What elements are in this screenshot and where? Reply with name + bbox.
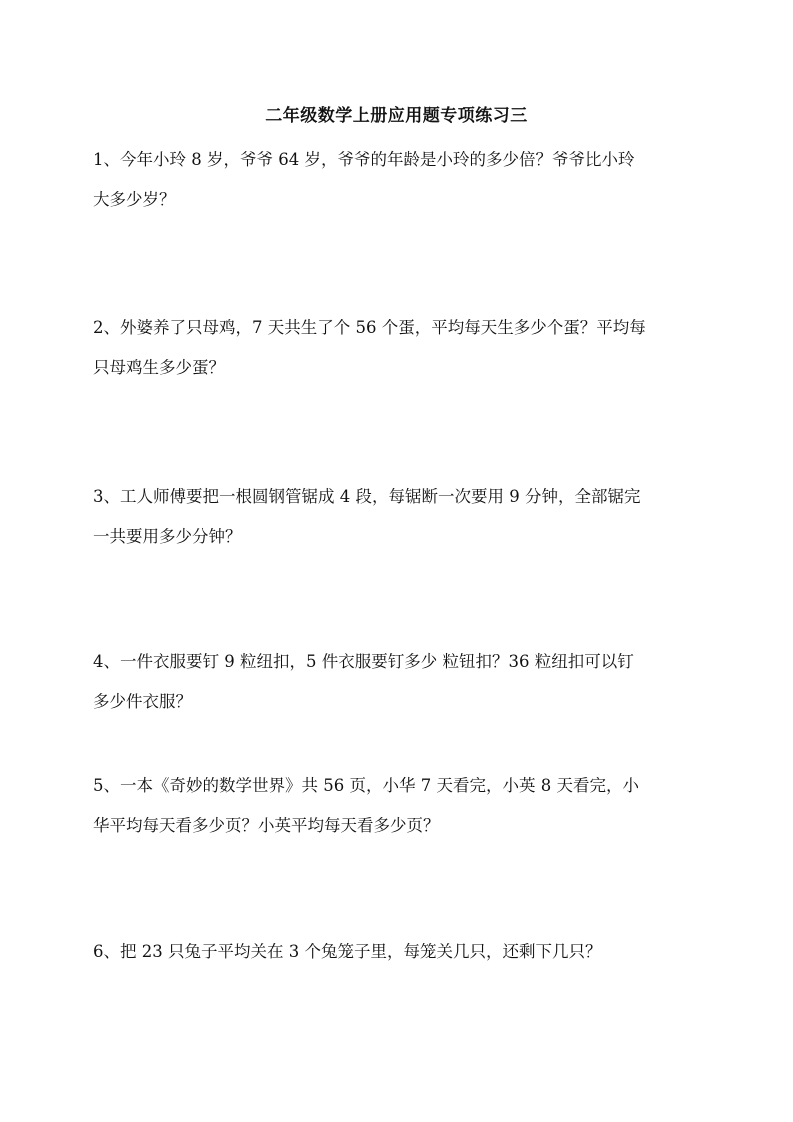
question-6-line-1: 6、把 23 只兔子平均关在 3 个兔笼子里，每笼关几只，还剩下几只？ [93,942,602,961]
question-4-line-2: 多少件衣服？ [93,692,192,711]
question-2-line-1: 2、外婆养了只母鸡，7 天共生了个 56 个蛋，平均每天生多少个蛋？平均每 [93,318,646,337]
question-5-line-1: 5、一本《奇妙的数学世界》共 56 页，小华 7 天看完，小英 8 天看完，小 [93,776,639,795]
question-2 [93,308,703,388]
question-6 [93,932,703,972]
worksheet-title: 二年级数学上册应用题专项练习三 [265,106,528,126]
question-5-line-2: 华平均每天看多少页？小英平均每天看多少页？ [93,816,440,835]
question-3-line-2: 一共要用多少分钟？ [93,527,242,546]
question-2-line-2: 只母鸡生多少蛋？ [93,358,225,377]
question-1-line-2: 大多少岁？ [93,190,176,209]
question-3 [93,477,703,557]
question-4-line-1: 4、一件衣服要钉 9 粒纽扣，5 件衣服要钉多少 粒钮扣？36 粒纽扣可以钉 [93,652,634,671]
question-4 [93,642,703,722]
question-5 [93,766,703,846]
question-1-line-1: 1、今年小玲 8 岁，爷爷 64 岁，爷爷的年龄是小玲的多少倍？爷爷比小玲 [93,150,635,169]
question-1 [93,140,703,220]
question-3-line-1: 3、工人师傅要把一根圆钢管锯成 4 段，每锯断一次要用 9 分钟，全部锯完 [93,487,641,506]
